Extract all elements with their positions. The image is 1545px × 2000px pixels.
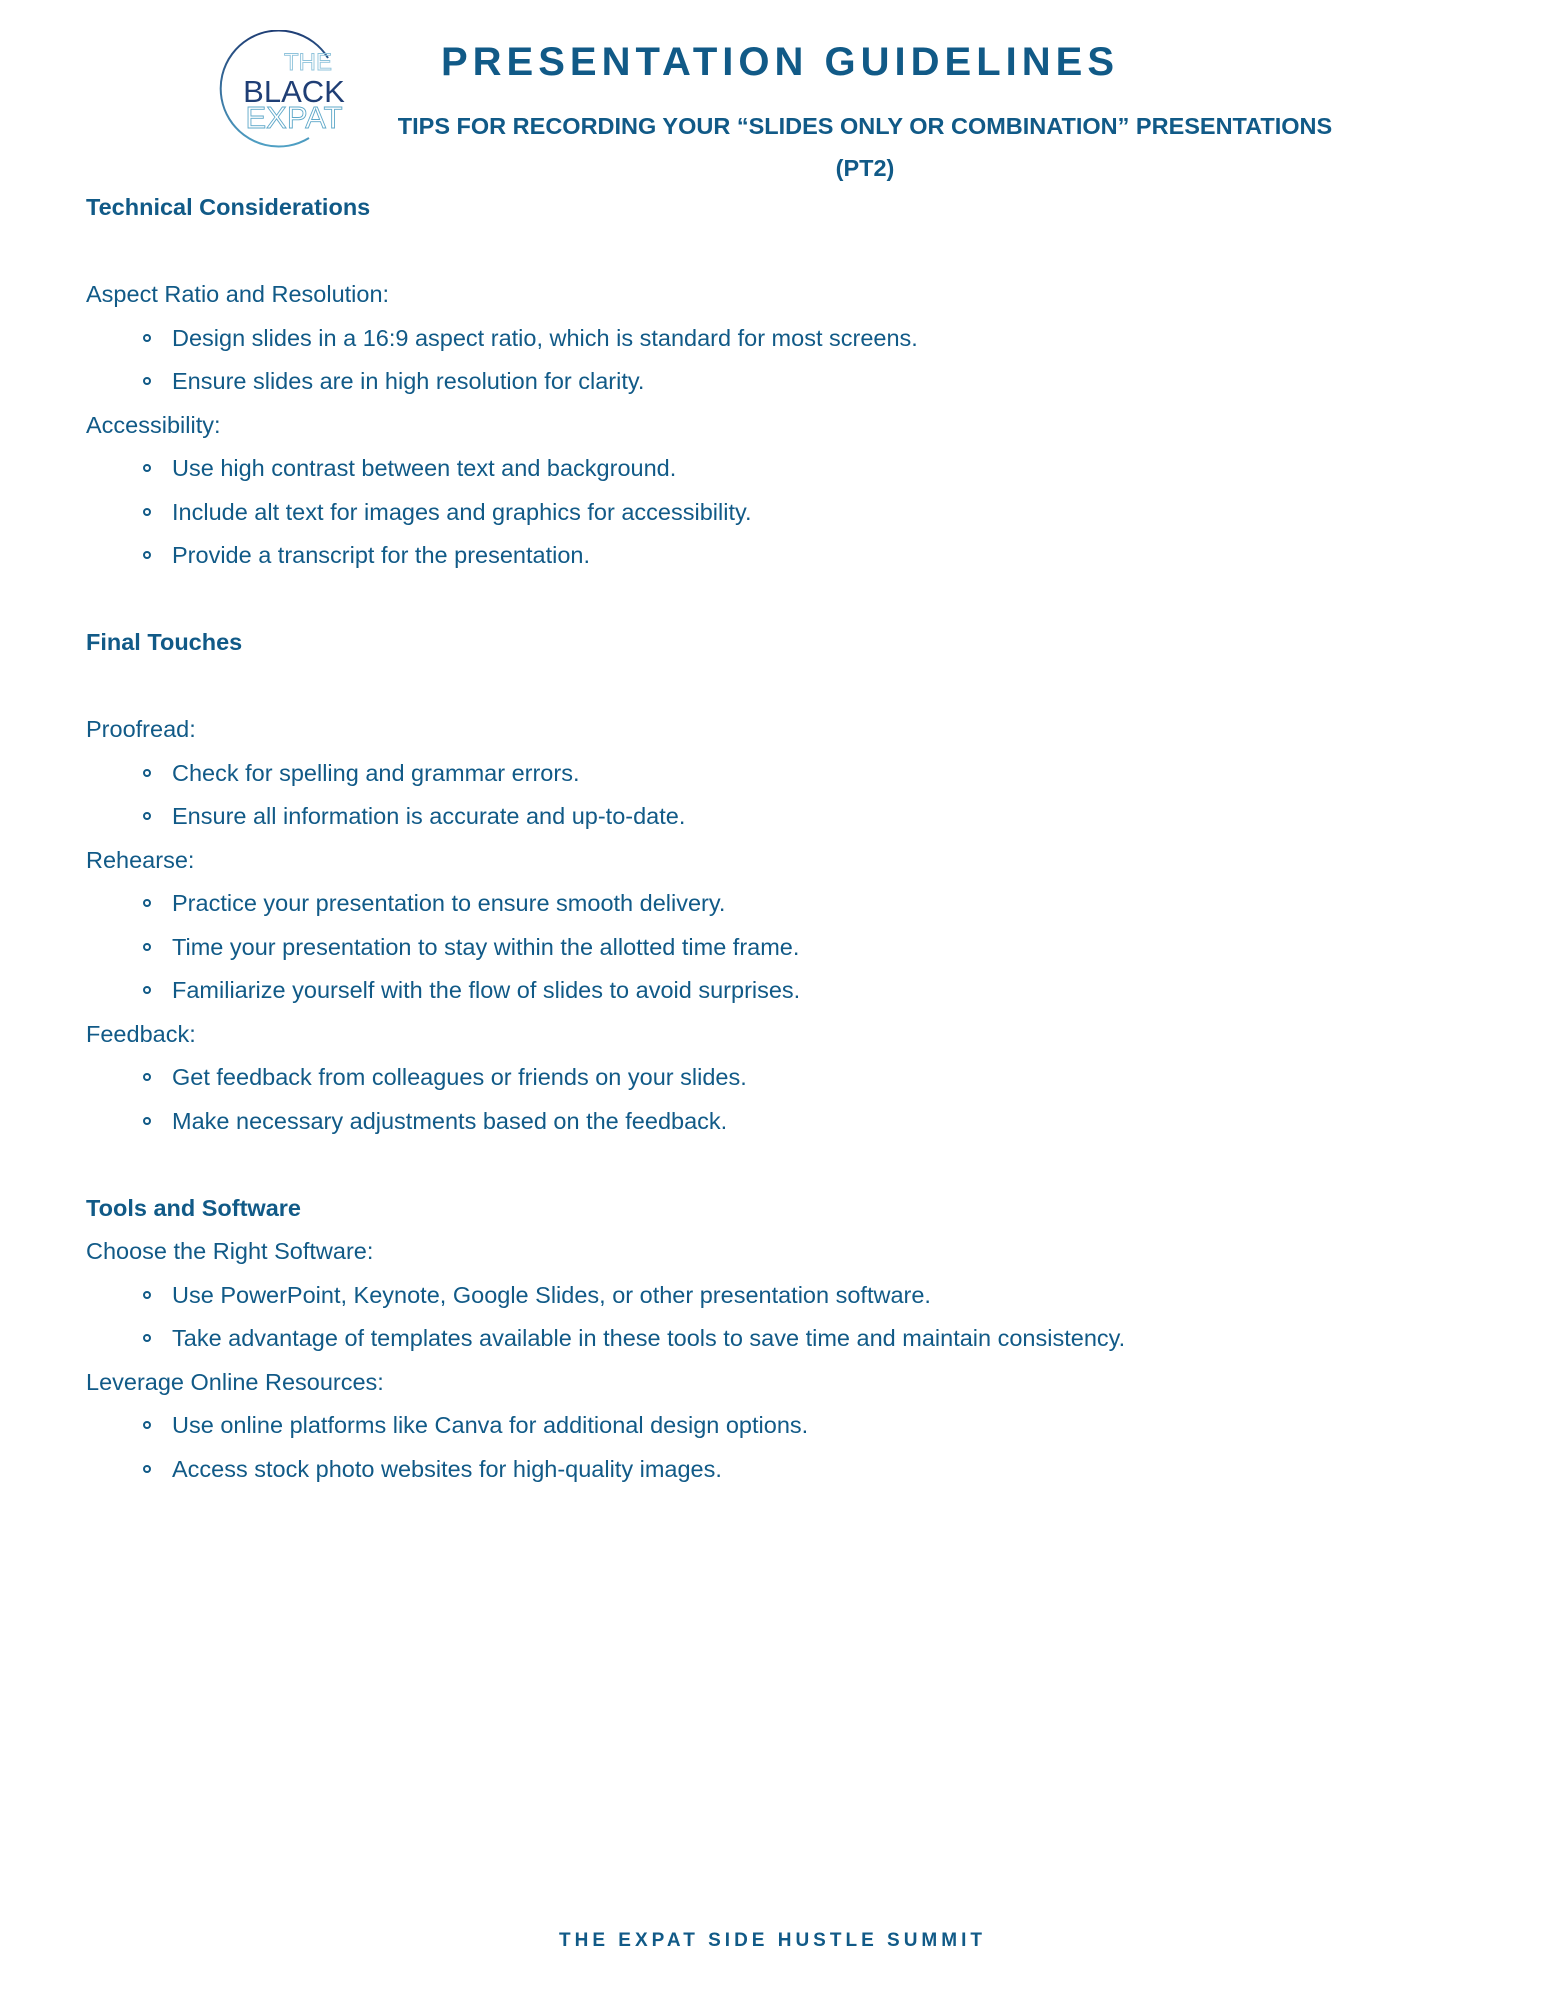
page-header [0,0,1545,190]
logo-graphic [213,30,363,152]
subsection-label-aspect-ratio: Aspect Ratio and Resolution: [86,281,390,307]
subsection-label-online-resources: Leverage Online Resources: [86,1368,384,1395]
list-item: Get feedback from colleagues or friends on your slides. [172,1056,1486,1100]
list-item: Familiarize yourself with the flow of slides to avoid surprises. [172,969,1486,1013]
bullet-list-aspect-ratio [86,317,1486,404]
subsection-label-software: Choose the Right Software: [86,1238,374,1264]
list-item: Practice your presentation to ensure smooth delivery. [172,882,1486,926]
bullet-list-online-resources [86,1404,1486,1491]
list-item: Ensure slides are in high resolution for clarity. [172,360,1486,404]
subsection-label-accessibility: Accessibility: [86,411,221,438]
spacer [86,578,1486,622]
logo-black-text: BLACK [243,74,345,109]
subsection-label-feedback: Feedback: [86,1020,196,1047]
logo-the-text: THE [284,49,332,76]
page-footer: THE EXPAT SIDE HUSTLE SUMMIT [559,1930,986,1951]
subtitle-line-2: (PT2) [835,155,895,181]
bullet-list-feedback [86,1056,1486,1143]
logo-expat-text: EXPAT [245,100,343,135]
list-item: Ensure all information is accurate and up-to-date. [172,795,1486,839]
list-item: Include alt text for images and graphics for accessibility. [172,491,1486,535]
list-item: Check for spelling and grammar errors. [172,752,1486,796]
list-item: Make necessary adjustments based on the feedback. [172,1100,1486,1144]
list-item: Provide a transcript for the presentation. [172,534,1486,578]
bullet-list-rehearse [86,882,1486,1013]
spacer [86,230,1486,274]
subtitle-line-1: TIPS FOR RECORDING YOUR “SLIDES ONLY OR COMBINATION” PRESENTATIONS [397,113,1333,139]
section-heading-final-touches: Final Touches [86,629,243,655]
list-item: Access stock photo websites for high-quality images. [172,1448,1486,1492]
black-expat-logo [213,30,363,152]
bullet-list-proofread [86,752,1486,839]
page-subtitle [370,105,1360,189]
subsection-label-proofread: Proofread: [86,716,196,742]
document-body [86,186,1486,1491]
bullet-list-software [86,1274,1486,1361]
list-item: Use PowerPoint, Keynote, Google Slides, or other presentation software. [172,1274,1486,1318]
list-item: Use high contrast between text and background. [172,447,1486,491]
subsection-label-rehearse: Rehearse: [86,846,195,873]
list-item: Design slides in a 16:9 aspect ratio, which is standard for most screens. [172,317,1486,361]
page-title: PRESENTATION GUIDELINES [440,40,1119,84]
section-heading-technical: Technical Considerations [86,194,371,220]
list-item: Time your presentation to stay within the allotted time frame. [172,926,1486,970]
list-item: Use online platforms like Canva for additional design options. [172,1404,1486,1448]
spacer [86,1143,1486,1187]
bullet-list-accessibility [86,447,1486,578]
section-heading-tools: Tools and Software [86,1194,301,1221]
spacer [86,665,1486,709]
list-item: Take advantage of templates available in these tools to save time and maintain consistency. [172,1317,1486,1361]
